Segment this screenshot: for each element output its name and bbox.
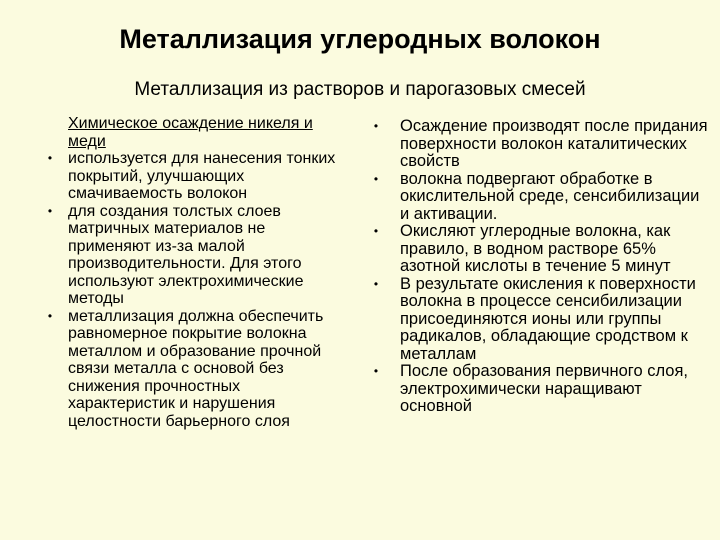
- list-item: [373, 169, 712, 224]
- bullet-icon: •: [47, 308, 53, 323]
- list-item-text: волокна подвергают обработке в окислительной среде, сенсибилизации и активации.: [400, 169, 700, 223]
- list-item: [47, 307, 350, 431]
- bullet-icon: •: [373, 276, 379, 291]
- list-item: [373, 274, 712, 364]
- bullet-icon: •: [373, 119, 379, 133]
- list-item-text: Осаждение производят после придания поверхности волокон каталитических свойств: [400, 117, 708, 170]
- list-item-text: для создания толстых слоев матричных материалов не применяют из-за малой производительности. Для этого используют электрохимические методы: [68, 202, 304, 307]
- list-item-text: металлизация должна обеспечить равномерное покрытие волокна металлом и образование прочной связи металла с основой без снижения прочностных характеристик и нарушения целостности барьерного слоя: [68, 307, 324, 430]
- list-item: [373, 117, 712, 171]
- list-item: [373, 222, 712, 276]
- slide-subtitle: Металлизация из растворов и парогазовых смесей: [134, 79, 586, 100]
- slide-title: Металлизация углеродных волокон: [119, 24, 601, 54]
- bullet-icon: •: [47, 151, 53, 165]
- bullet-icon: •: [47, 203, 53, 218]
- list-item: [373, 362, 712, 416]
- list-item-text: После образования первичного слоя, электрохимически наращивают основной: [400, 362, 688, 415]
- list-item-text: используется для нанесения тонких покрытий, улучшающих смачиваемость волокон: [68, 150, 336, 202]
- right-column: [373, 117, 712, 416]
- left-column-heading: Химическое осаждение никеля и меди: [68, 115, 313, 150]
- bullet-icon: •: [373, 224, 379, 238]
- list-item-text: Окисляют углеродные волокна, как правило, в водном растворе 65% азотной кислоты в течение 5 минут: [400, 222, 671, 275]
- left-column: [47, 115, 350, 430]
- list-item: [47, 150, 350, 203]
- list-item-text: В результате окисления к поверхности волокна в процессе сенсибилизации присоединяются ионы или группы радикалов, обладающие сродством к металлам: [400, 274, 696, 363]
- bullet-icon: •: [373, 364, 379, 378]
- list-item: [47, 202, 350, 308]
- bullet-icon: •: [373, 171, 379, 186]
